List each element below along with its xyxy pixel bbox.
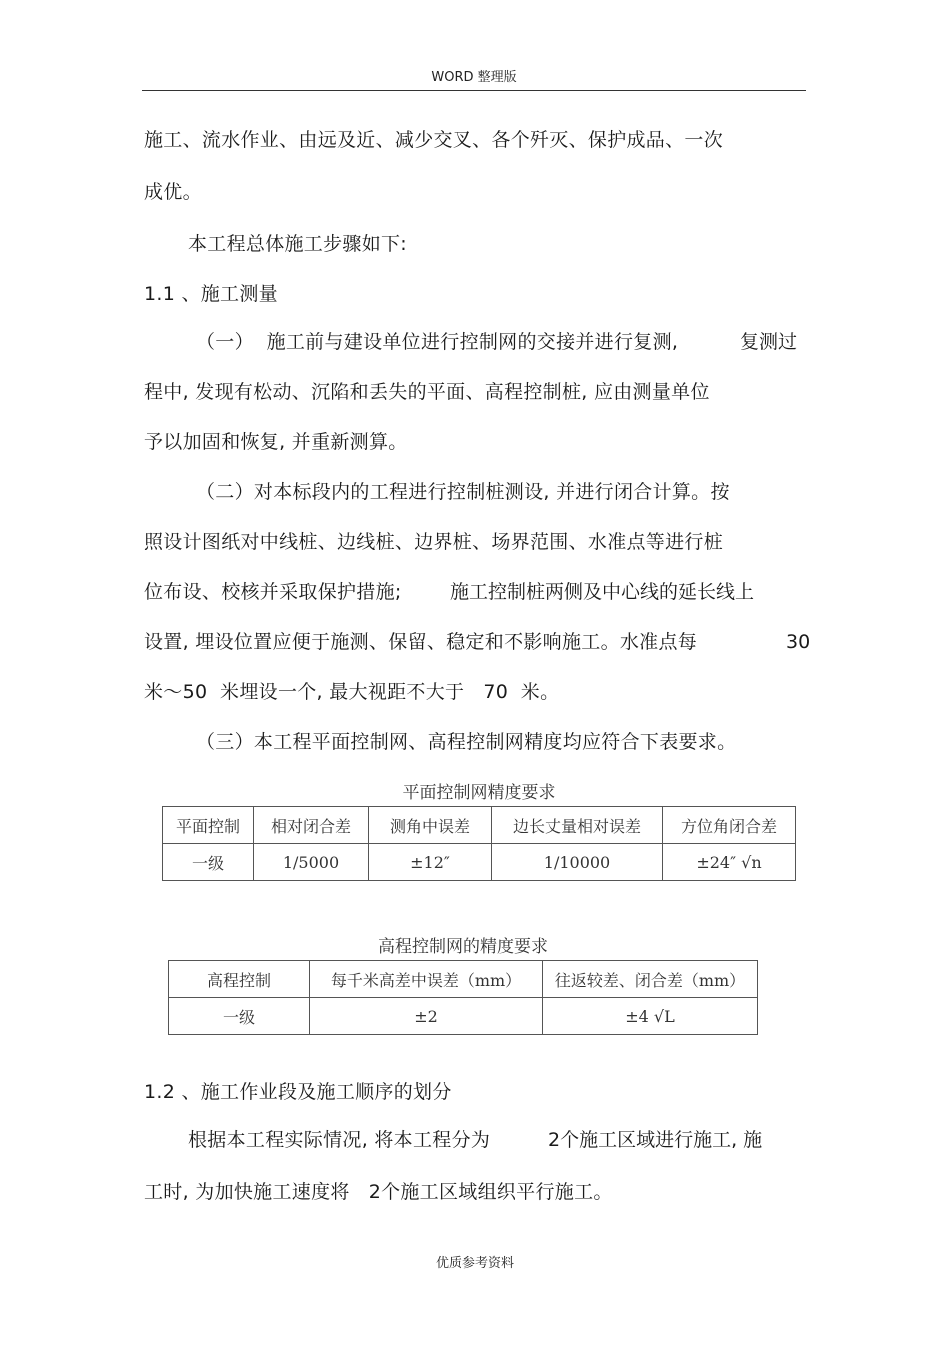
paragraph-fragment: 施工控制桩两侧及中心线的延长线上 (450, 581, 755, 603)
table1 (162, 806, 796, 881)
page-footer: 优质参考资料 (435, 1256, 514, 1271)
section-heading-1-1: 1.1 、施工测量 (144, 283, 278, 305)
paragraph-line: （一） 施工前与建设单位进行控制网的交接并进行复测, (196, 331, 679, 353)
table-cell: ±12″ (369, 844, 492, 881)
paragraph-line: （二）对本标段内的工程进行控制桩测设, 并进行闭合计算。按 (196, 481, 730, 503)
paragraph-line: 米～50 米埋设一个, 最大视距不大于 70 米。 (144, 681, 560, 703)
table-header-cell: 方位角闭合差 (663, 807, 796, 844)
paragraph-line: 成优。 (144, 181, 202, 203)
table1-caption: 平面控制网精度要求 (402, 783, 556, 803)
paragraph-line: 工时, 为加快施工速度将 2个施工区域组织平行施工。 (144, 1181, 613, 1203)
table-header-cell: 边长丈量相对误差 (492, 807, 663, 844)
paragraph-line: 施工、流水作业、由远及近、减少交叉、各个歼灭、保护成品、一次 (144, 129, 724, 151)
table-header-cell: 高程控制 (169, 961, 310, 998)
table-header-cell: 往返较差、闭合差（mm） (543, 961, 758, 998)
paragraph-line: 根据本工程实际情况, 将本工程分为 (188, 1129, 491, 1151)
table-row (169, 998, 758, 1035)
table-header-cell: 平面控制 (163, 807, 254, 844)
page-header: WORD 整理版 (431, 70, 517, 85)
paragraph-line: 本工程总体施工步骤如下: (188, 233, 408, 255)
table-row (163, 844, 796, 881)
paragraph-line: 照设计图纸对中线桩、边线桩、边界桩、场界范围、水准点等进行桩 (144, 531, 724, 553)
table-cell: 一级 (163, 844, 254, 881)
paragraph-fragment: 2个施工区域进行施工, 施 (548, 1129, 763, 1151)
table-cell: ±4 √L (543, 998, 758, 1035)
paragraph-line: 予以加固和恢复, 并重新测算。 (144, 431, 408, 453)
table-header-cell: 相对闭合差 (254, 807, 369, 844)
paragraph-line: 位布设、校核并采取保护措施; (144, 581, 402, 603)
table2-caption: 高程控制网的精度要求 (378, 937, 548, 957)
table-cell: ±24″ √n (663, 844, 796, 881)
header-rule (142, 90, 806, 91)
paragraph-line: （三）本工程平面控制网、高程控制网精度均应符合下表要求。 (196, 731, 737, 753)
paragraph-fragment: 复测过 (740, 331, 798, 353)
table-header-cell: 测角中误差 (369, 807, 492, 844)
table-cell: ±2 (310, 998, 543, 1035)
table-cell: 1/5000 (254, 844, 369, 881)
paragraph-fragment: 30 (786, 631, 811, 653)
table-cell: 一级 (169, 998, 310, 1035)
table-cell: 1/10000 (492, 844, 663, 881)
section-heading-1-2: 1.2 、施工作业段及施工顺序的划分 (144, 1081, 452, 1103)
table2 (168, 960, 758, 1035)
paragraph-line: 设置, 埋设位置应便于施测、保留、稳定和不影响施工。水准点每 (144, 631, 698, 653)
table-header-cell: 每千米高差中误差（mm） (310, 961, 543, 998)
table-header-row (163, 807, 796, 844)
table-header-row (169, 961, 758, 998)
paragraph-line: 程中, 发现有松动、沉陷和丢失的平面、高程控制桩, 应由测量单位 (144, 381, 710, 403)
